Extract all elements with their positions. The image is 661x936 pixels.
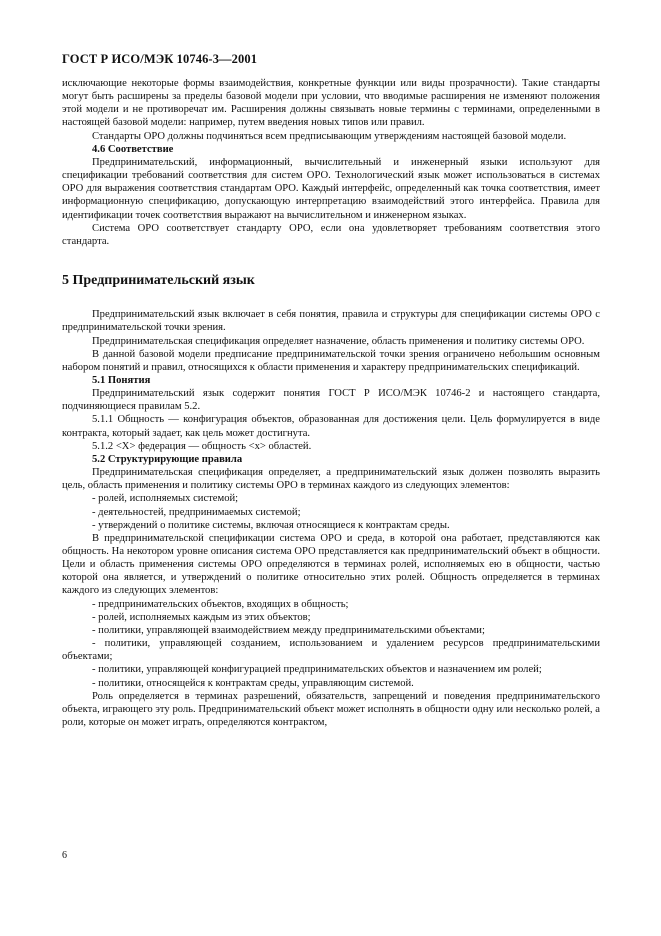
paragraph-5-1-1: 5.1.1 Общность — конфигурация объектов, образованная для достижения цели. Цель формулируется в виде контракта, который задает, как цель может достигнута.: [62, 414, 600, 439]
paragraph-5-1-2: 5.1.2 <X> федерация — общность <x> областей.: [92, 440, 312, 452]
paragraph: Предпринимательская спецификация определяет, а предпринимательский язык должен позволять выразить цель, область применения и политику системы ОРО в терминах каждого из следующих элементов:: [62, 467, 600, 492]
subsection-heading-5-1: 5.1 Понятия: [92, 374, 151, 386]
list-item: - политики, относящейся к контрактам среды, управляющим системой.: [92, 677, 414, 689]
paragraph: Система ОРО соответствует стандарту ОРО, если она удовлетворяет требованиям соответствия этого стандарта.: [62, 222, 600, 247]
paragraph: В данной базовой модели предписание предпринимательской точки зрения ограничено небольшим основным набором понятий и правил, относящихся к области применения и характеру предпринимательских спецификаций.: [62, 348, 600, 373]
list-item: - предпринимательских объектов, входящих в общность;: [92, 598, 349, 610]
subsection-heading-4-6: 4.6 Соответствие: [92, 143, 174, 155]
paragraph: исключающие некоторые формы взаимодействия, конкретные функции или виды прозрачности). Такие стандарты могут быть расширены за пределы базовой модели при условии, что вводимые расширения не изменяют положения этой модели и не противоречат им. Расширения должны связывать новые термины с терминами, определенными в настоящей базовой модели: например, путем введения новых типов или правил.: [62, 78, 600, 129]
paragraph: Роль определяется в терминах разрешений, обязательств, запрещений и поведения предпринимательского объекта, играющего эту роль. Предпринимательский объект может исполнять в общности одну или несколько ролей, а роли, которые он может играть, определяются контрактом,: [62, 690, 600, 729]
paragraph: Предпринимательский, информационный, вычислительный и инженерный языки используют для спецификации требований соответствия для систем ОРО. Технологический язык может использоваться в системах ОРО для выражения соответствия стандартам ОРО. Каждый интерфейс, определенный как точка соответствия, имеет информационную спецификацию, допускающую интерпретацию взаимодействий этого интерфейса. Правила для идентификации точек соответствия выражают на вычислительном и инженерном языках.: [62, 156, 600, 221]
paragraph: Предпринимательская спецификация определяет назначение, область применения и политику системы ОРО.: [92, 335, 585, 347]
list-item: - политики, управляющей конфигурацией предпринимательских объектов и назначением им ролей;: [92, 664, 542, 676]
subsection-heading-5-2: 5.2 Структурирующие правила: [92, 453, 243, 465]
paragraph: Предпринимательский язык включает в себя понятия, правила и структуры для спецификации системы ОРО с предпринимательской точки зрения.: [62, 309, 600, 334]
list-item: - политики, управляющей взаимодействием между предпринимательскими объектами;: [92, 624, 485, 636]
paragraph: В предпринимательской спецификации система ОРО и среда, в которой она работает, представляются как общность. На некотором уровне описания система ОРО представляется как предпринимательский объект в общности. Цели и область применения системы ОРО определяются в терминах ролей, исполняемых ею в общности, частью которой она является, и утверждений о политике относительно этих ролей. Общность определяется в терминах каждого из следующих элементов:: [62, 532, 600, 597]
page-number: 6: [62, 850, 67, 861]
list-item: - деятельностей, предпринимаемых системой;: [92, 506, 301, 518]
list-item: - ролей, исполняемых каждым из этих объектов;: [92, 611, 311, 623]
paragraph: Стандарты ОРО должны подчиняться всем предписывающим утверждениям настоящей базовой модели.: [92, 130, 567, 142]
page-header: ГОСТ Р ИСО/МЭК 10746-3—2001: [62, 52, 258, 66]
list-item: - ролей, исполняемых системой;: [92, 493, 239, 505]
paragraph: Предпринимательский язык содержит понятия ГОСТ Р ИСО/МЭК 10746-2 и настоящего стандарта, подчиняющиеся правилам 5.2.: [62, 388, 600, 413]
list-item: - утверждений о политике системы, включая относящиеся к контрактам среды.: [92, 519, 450, 531]
list-item: - политики, управляющей созданием, использованием и удалением ресурсов предпринимательскими объектами;: [62, 638, 600, 663]
page-body: [62, 77, 600, 729]
section-heading-5: 5 Предпринимательский язык: [62, 273, 255, 289]
